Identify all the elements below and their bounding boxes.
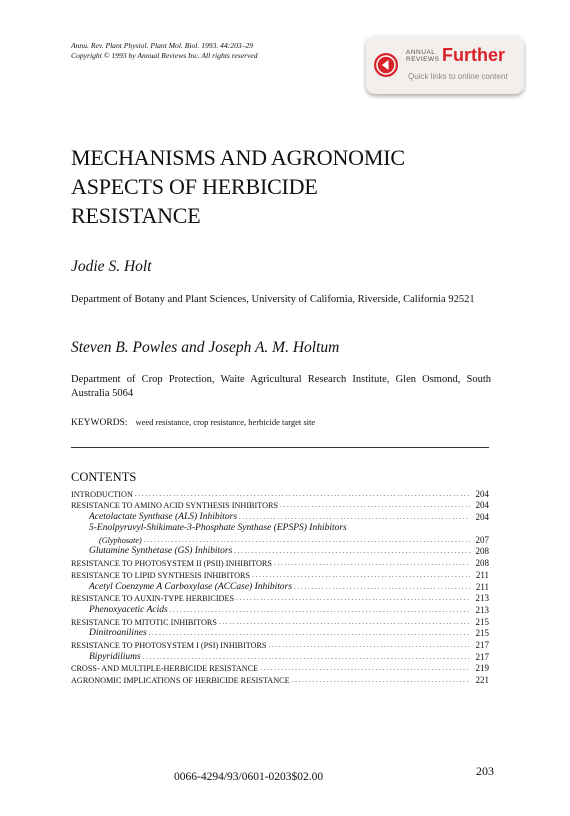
toc-item[interactable] — [71, 674, 489, 686]
toc-item-title: Acetolactate Synthase (ALS) Inhibitors — [89, 512, 238, 523]
title-line-1: MECHANISMS AND AGRONOMIC — [71, 145, 405, 170]
toc-item-title: AGRONOMIC IMPLICATIONS OF HERBICIDE RESISTANCE — [71, 676, 290, 685]
toc-item-page: 208 — [475, 558, 489, 569]
article-title — [71, 143, 405, 230]
journal-citation — [71, 41, 258, 61]
toc-item-title: RESISTANCE TO LIPID SYNTHESIS INHIBITORS — [71, 570, 251, 580]
toc-item[interactable] — [71, 557, 489, 569]
toc-item-title: RESISTANCE TO PHOTOSYSTEM I (PSI) INHIBITORS — [71, 640, 267, 650]
toc-item-page: 204 — [475, 488, 489, 499]
toc-item-title: Acetyl Coenzyme A Carboxylase (ACCase) Inhibitors — [89, 581, 293, 592]
keywords-text: weed resistance, crop resistance, herbicide target site — [135, 417, 316, 427]
toc-item-title-cont: (Glyphosate) — [99, 535, 142, 545]
affiliation-2: Department of Crop Protection, Waite Agricultural Research Institute, Glen Osmond, South Australia 5064 — [71, 374, 491, 399]
toc-item[interactable] — [71, 546, 489, 558]
page-number: 203 — [476, 764, 494, 778]
toc-item-page: 217 — [475, 639, 489, 650]
quick-links-label: Quick links to online content — [408, 72, 508, 81]
toc-item[interactable] — [71, 523, 489, 546]
affiliation-1: Department of Botany and Plant Sciences, University of California, Riverside, California 92521 — [71, 294, 475, 305]
toc-item-page: 219 — [475, 663, 489, 674]
footer-code: 0066-4294/93/0601-0203$02.00 — [174, 771, 324, 783]
toc-item-title: Glutamine Synthetase (GS) Inhibitors — [89, 546, 233, 557]
reviews-text: REVIEWS — [406, 56, 440, 63]
annual-reviews-label — [406, 49, 439, 63]
toc-item[interactable] — [71, 500, 489, 512]
further-banner[interactable] — [366, 36, 524, 94]
toc-item-page: 217 — [475, 651, 489, 662]
table-of-contents — [71, 488, 489, 686]
toc-item[interactable] — [71, 663, 489, 675]
journal-line-1: Annu. Rev. Plant Physiol. Plant Mol. Biol. 1993. 44:203–29 — [71, 41, 254, 50]
toc-item-title: Dinitroanilines — [89, 628, 147, 639]
toc-item[interactable] — [71, 511, 489, 523]
annual-text: ANNUAL — [406, 49, 436, 56]
toc-item-page: 211 — [475, 581, 489, 592]
toc-item-title: 5-Enolpyruvyl-Shikimate-3-Phosphate Synthase (EPSPS) Inhibitors — [89, 523, 347, 534]
author-2: Steven B. Powles and Joseph A. M. Holtum — [71, 339, 340, 356]
toc-item-page: 213 — [475, 604, 489, 615]
toc-item-title: Phenoxyacetic Acids — [89, 604, 168, 615]
toc-item-title: CROSS- AND MULTIPLE-HERBICIDE RESISTANCE — [71, 664, 259, 674]
toc-item[interactable] — [71, 488, 489, 500]
keywords — [71, 417, 315, 428]
title-line-2: ASPECTS OF HERBICIDE — [71, 174, 318, 199]
toc-item[interactable] — [71, 604, 489, 616]
toc-item[interactable] — [71, 569, 489, 581]
journal-line-2: Copyright © 1993 by Annual Reviews Inc. All rights reserved — [71, 51, 258, 60]
toc-item-page: 204 — [475, 512, 489, 523]
toc-item-title: INTRODUCTION — [71, 489, 133, 499]
toc-item[interactable] — [71, 616, 489, 628]
toc-item-title: Bipyridiliums — [89, 651, 141, 662]
toc-item-title: RESISTANCE TO AMINO ACID SYNTHESIS INHIBITORS — [71, 501, 279, 511]
title-line-3: RESISTANCE — [71, 203, 201, 228]
toc-item-page: 221 — [475, 675, 489, 685]
toc-item[interactable] — [71, 651, 489, 663]
contents-heading: CONTENTS — [71, 470, 137, 484]
toc-item-page: 204 — [475, 500, 489, 511]
toc-item-page: 211 — [475, 569, 489, 580]
author-1: Jodie S. Holt — [71, 258, 152, 275]
toc-item-page: 215 — [475, 628, 489, 639]
back-arrow-icon — [374, 53, 398, 77]
toc-item-title: RESISTANCE TO PHOTOSYSTEM II (PSII) INHIBITORS — [71, 559, 272, 569]
toc-item-title: RESISTANCE TO AUXIN-TYPE HERBICIDES — [71, 594, 235, 604]
toc-item[interactable] — [71, 581, 489, 593]
toc-item-page: 213 — [475, 593, 489, 604]
toc-item-page: 207 — [475, 534, 489, 545]
toc-item-title: RESISTANCE TO MITOTIC INHIBITORS — [71, 617, 217, 627]
toc-item-page: 208 — [475, 546, 489, 557]
keywords-label: KEYWORDS: — [71, 418, 128, 428]
divider-rule — [71, 447, 489, 448]
toc-item[interactable] — [71, 628, 489, 640]
toc-item[interactable] — [71, 639, 489, 651]
further-label: Further — [442, 45, 505, 65]
toc-item-page: 215 — [475, 616, 489, 627]
toc-item[interactable] — [71, 593, 489, 605]
